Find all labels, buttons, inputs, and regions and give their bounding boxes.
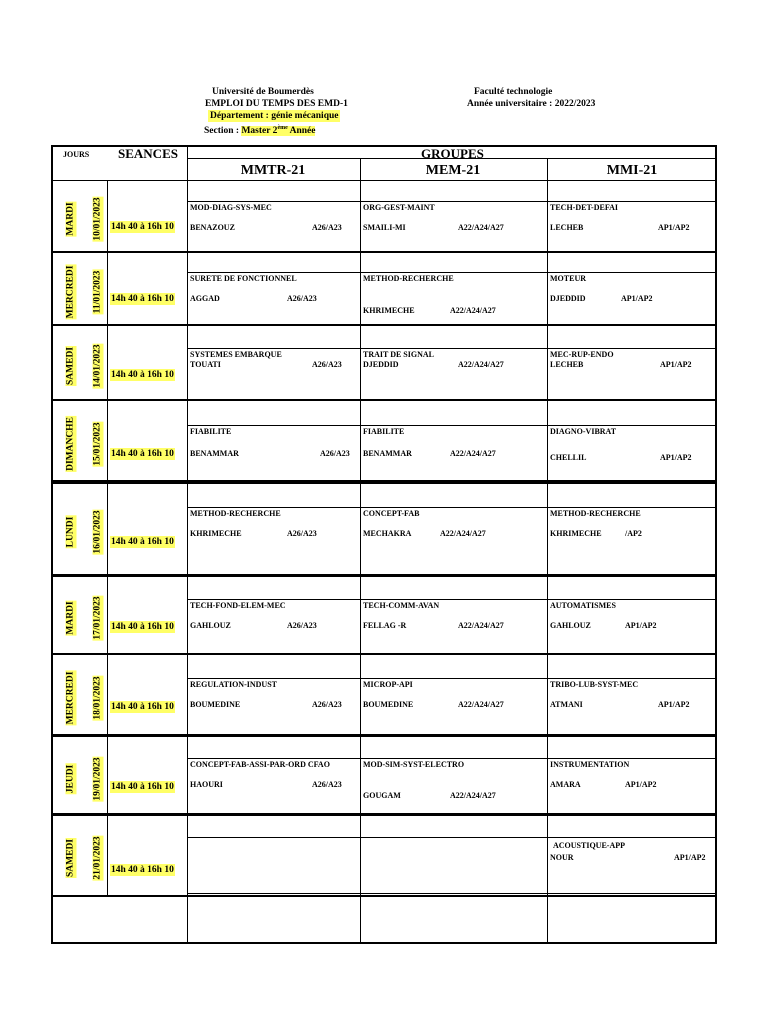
section-year: Année xyxy=(287,126,316,137)
day-separator xyxy=(53,251,717,253)
seance-time: 14h 40 à 16h 10 xyxy=(111,622,174,632)
day-separator xyxy=(53,324,717,326)
day-name: SAMEDI xyxy=(65,838,76,878)
room-list: AP1/AP2 xyxy=(674,853,706,862)
row-split-line xyxy=(187,678,717,679)
teacher-name: MECHAKRA xyxy=(363,529,412,538)
teacher-name: KHRIMECHE xyxy=(550,529,602,538)
seance-time: 14h 40 à 16h 10 xyxy=(111,865,174,875)
teacher-name: AGGAD xyxy=(190,294,220,303)
teacher-name: KHRIMECHE xyxy=(363,306,415,315)
day-date-divider xyxy=(107,655,108,734)
teacher-name: DJEDDID xyxy=(550,294,586,303)
seance-time: 14h 40 à 16h 10 xyxy=(111,222,174,232)
teacher-name: CHELLIL xyxy=(550,453,587,462)
row-split-line xyxy=(187,758,717,759)
module-name: ACOUSTIQUE-APP xyxy=(553,841,626,850)
jours-header: JOURS xyxy=(63,150,90,159)
module-name: CONCEPT-FAB xyxy=(363,509,420,518)
day-date: 15/01/2023 xyxy=(92,421,103,466)
row-split-line xyxy=(187,507,717,508)
section-level xyxy=(241,126,315,136)
day-name: SAMEDI xyxy=(65,346,76,385)
day-separator xyxy=(53,735,717,737)
teacher-name: NOUR xyxy=(550,853,574,862)
module-name: METHOD-RECHERCHE xyxy=(190,509,281,518)
module-name: MOTEUR xyxy=(550,274,586,283)
teacher-name: SMAILI-MI xyxy=(363,223,406,232)
timetable xyxy=(51,145,717,944)
module-name: TRAIT DE SIGNAL xyxy=(363,350,434,359)
seances-header: SEANCES xyxy=(118,146,178,161)
day-date: 10/01/2023 xyxy=(92,197,103,241)
teacher-name: FELLAG -R xyxy=(363,621,407,630)
module-name: REGULATION-INDUST xyxy=(190,680,277,689)
room-list: AP1/AP2 xyxy=(660,360,692,369)
group2-column-line xyxy=(547,158,548,942)
day-date: 18/01/2023 xyxy=(92,675,103,720)
day-date-divider xyxy=(107,815,108,895)
group-header-2: MEM-21 xyxy=(425,163,481,178)
module-name: METHOD-RECHERCHE xyxy=(550,509,641,518)
module-name: METHOD-RECHERCHE xyxy=(363,274,454,283)
day-separator xyxy=(53,813,717,815)
teacher-name: BENAZOUZ xyxy=(190,223,235,232)
section-master: Master 2 xyxy=(241,126,278,137)
teacher-name: GAHLOUZ xyxy=(190,621,231,630)
faculty-name: Faculté technologie xyxy=(474,87,553,97)
row-split-line xyxy=(187,837,717,838)
module-name: INSTRUMENTATION xyxy=(550,760,630,769)
row-split-line xyxy=(187,893,717,894)
teacher-name: DJEDDID xyxy=(363,360,399,369)
row-split-line xyxy=(187,272,717,273)
day-date: 21/01/2023 xyxy=(92,836,103,880)
teacher-name: KHRIMECHE xyxy=(190,529,242,538)
section-line xyxy=(204,122,315,137)
day-separator xyxy=(53,575,717,577)
groupes-header: GROUPES xyxy=(421,146,484,161)
day-name: MERCREDI xyxy=(65,671,76,724)
module-name: MEC-RUP-ENDO xyxy=(550,350,614,359)
room-list: A26/A23 xyxy=(287,621,317,630)
room-list: AP1/AP2 xyxy=(625,780,657,789)
module-name: TECH-FOND-ELEM-MEC xyxy=(190,601,286,610)
day-date: 16/01/2023 xyxy=(92,510,103,554)
module-name: CONCEPT-FAB-ASSI-PAR-ORD CFAO xyxy=(190,760,330,769)
teacher-name: BENAMMAR xyxy=(363,449,412,458)
module-name: FIABILITE xyxy=(190,427,232,436)
day-separator xyxy=(53,399,717,401)
university-name: Université de Boumerdès xyxy=(212,87,314,97)
room-list: A22/A24/A27 xyxy=(450,306,496,315)
room-list: A22/A24/A27 xyxy=(458,223,504,232)
seance-time: 14h 40 à 16h 10 xyxy=(111,448,174,459)
teacher-name: GOUGAM xyxy=(363,791,401,800)
room-list: A22/A24/A27 xyxy=(450,791,496,800)
module-name: TECH-DET-DEFAI xyxy=(550,203,619,212)
room-list: A26/A23 xyxy=(320,449,350,458)
row-split-line xyxy=(187,599,717,600)
row-split-line xyxy=(187,425,717,426)
room-list: A26/A23 xyxy=(287,294,317,303)
day-date-divider xyxy=(107,401,108,480)
day-separator xyxy=(53,482,717,484)
module-name: ORG-GEST-MAINT xyxy=(363,203,435,212)
teacher-name: LECHEB xyxy=(550,223,584,232)
day-band-bottom xyxy=(53,895,717,897)
teacher-name: HAOURI xyxy=(190,780,223,789)
room-list: A22/A24/A27 xyxy=(450,449,496,458)
module-name: SYSTEMES EMBARQUE xyxy=(190,350,282,359)
seance-time: 14h 40 à 16h 10 xyxy=(111,536,174,547)
document-title: EMPLOI DU TEMPS DES EMD-1 xyxy=(205,99,348,109)
section-superscript: ème xyxy=(277,125,288,131)
day-date-divider xyxy=(107,484,108,574)
room-list: A26/A23 xyxy=(312,223,342,232)
group-header-3: MMI-21 xyxy=(606,163,658,178)
day-date: 17/01/2023 xyxy=(92,596,103,640)
department-label: Département : génie mécanique xyxy=(210,111,339,121)
module-name: MICROP-API xyxy=(363,680,413,689)
teacher-name: LECHEB xyxy=(550,360,584,369)
seance-time: 14h 40 à 16h 10 xyxy=(111,369,174,380)
room-list: A22/A24/A27 xyxy=(458,360,504,369)
row-split-line xyxy=(187,348,717,349)
teacher-name: GAHLOUZ xyxy=(550,621,591,630)
room-list: AP1/AP2 xyxy=(658,700,690,709)
day-date-divider xyxy=(107,737,108,814)
room-list: A22/A24/A27 xyxy=(458,700,504,709)
room-list: A22/A24/A27 xyxy=(440,529,486,538)
room-list: AP1/AP2 xyxy=(621,294,653,303)
module-name: MOD-DIAG-SYS-MEC xyxy=(190,203,272,212)
module-name: TECH-COMM-AVAN xyxy=(363,601,440,610)
header-bottom-line xyxy=(53,180,717,181)
room-list: AP1/AP2 xyxy=(658,223,690,232)
room-list: A22/A24/A27 xyxy=(458,621,504,630)
day-date: 19/01/2023 xyxy=(92,756,103,801)
day-separator xyxy=(53,653,717,655)
room-list: AP1/AP2 xyxy=(660,453,692,462)
day-name: MARDI xyxy=(65,601,76,635)
day-name: LUNDI xyxy=(65,516,76,548)
module-name: MOD-SIM-SYST-ELECTRO xyxy=(363,760,465,769)
day-name: MERCREDI xyxy=(65,265,76,318)
module-name: SURETE DE FONCTIONNEL xyxy=(190,274,297,283)
room-list: /AP2 xyxy=(625,529,642,538)
day-date: 14/01/2023 xyxy=(92,343,103,388)
row-split-line xyxy=(187,201,717,202)
seance-time: 14h 40 à 16h 10 xyxy=(111,702,174,712)
room-list: A26/A23 xyxy=(312,780,342,789)
teacher-name: TOUATI xyxy=(190,360,221,369)
academic-year: Année universitaire : 2022/2023 xyxy=(467,99,596,109)
day-date-divider xyxy=(107,326,108,399)
seance-time: 14h 40 à 16h 10 xyxy=(111,294,174,304)
day-name: MARDI xyxy=(65,202,76,236)
day-name: DIMANCHE xyxy=(65,416,76,471)
room-list: A26/A23 xyxy=(312,700,342,709)
day-date-divider xyxy=(107,253,108,324)
day-name: JEUDI xyxy=(65,764,76,793)
room-list: A26/A23 xyxy=(287,529,317,538)
module-name: DIAGNO-VIBRAT xyxy=(550,427,617,436)
group1-column-line xyxy=(360,158,361,942)
teacher-name: BOUMEDINE xyxy=(190,700,241,709)
day-date: 11/01/2023 xyxy=(92,270,103,313)
seance-time: 14h 40 à 16h 10 xyxy=(111,782,174,792)
module-name: FIABILITE xyxy=(363,427,405,436)
day-date-divider xyxy=(107,577,108,653)
teacher-name: BENAMMAR xyxy=(190,449,239,458)
teacher-name: ATMANI xyxy=(550,700,583,709)
module-name: AUTOMATISMES xyxy=(550,601,616,610)
group-header-1: MMTR-21 xyxy=(240,163,306,178)
room-list: A26/A23 xyxy=(312,360,342,369)
teacher-name: BOUMEDINE xyxy=(363,700,414,709)
module-name: TRIBO-LUB-SYST-MEC xyxy=(550,680,639,689)
room-list: AP1/AP2 xyxy=(625,621,657,630)
teacher-name: AMARA xyxy=(550,780,581,789)
day-date-divider xyxy=(107,181,108,251)
section-label: Section : xyxy=(204,126,242,137)
seance-column-line xyxy=(187,147,188,942)
